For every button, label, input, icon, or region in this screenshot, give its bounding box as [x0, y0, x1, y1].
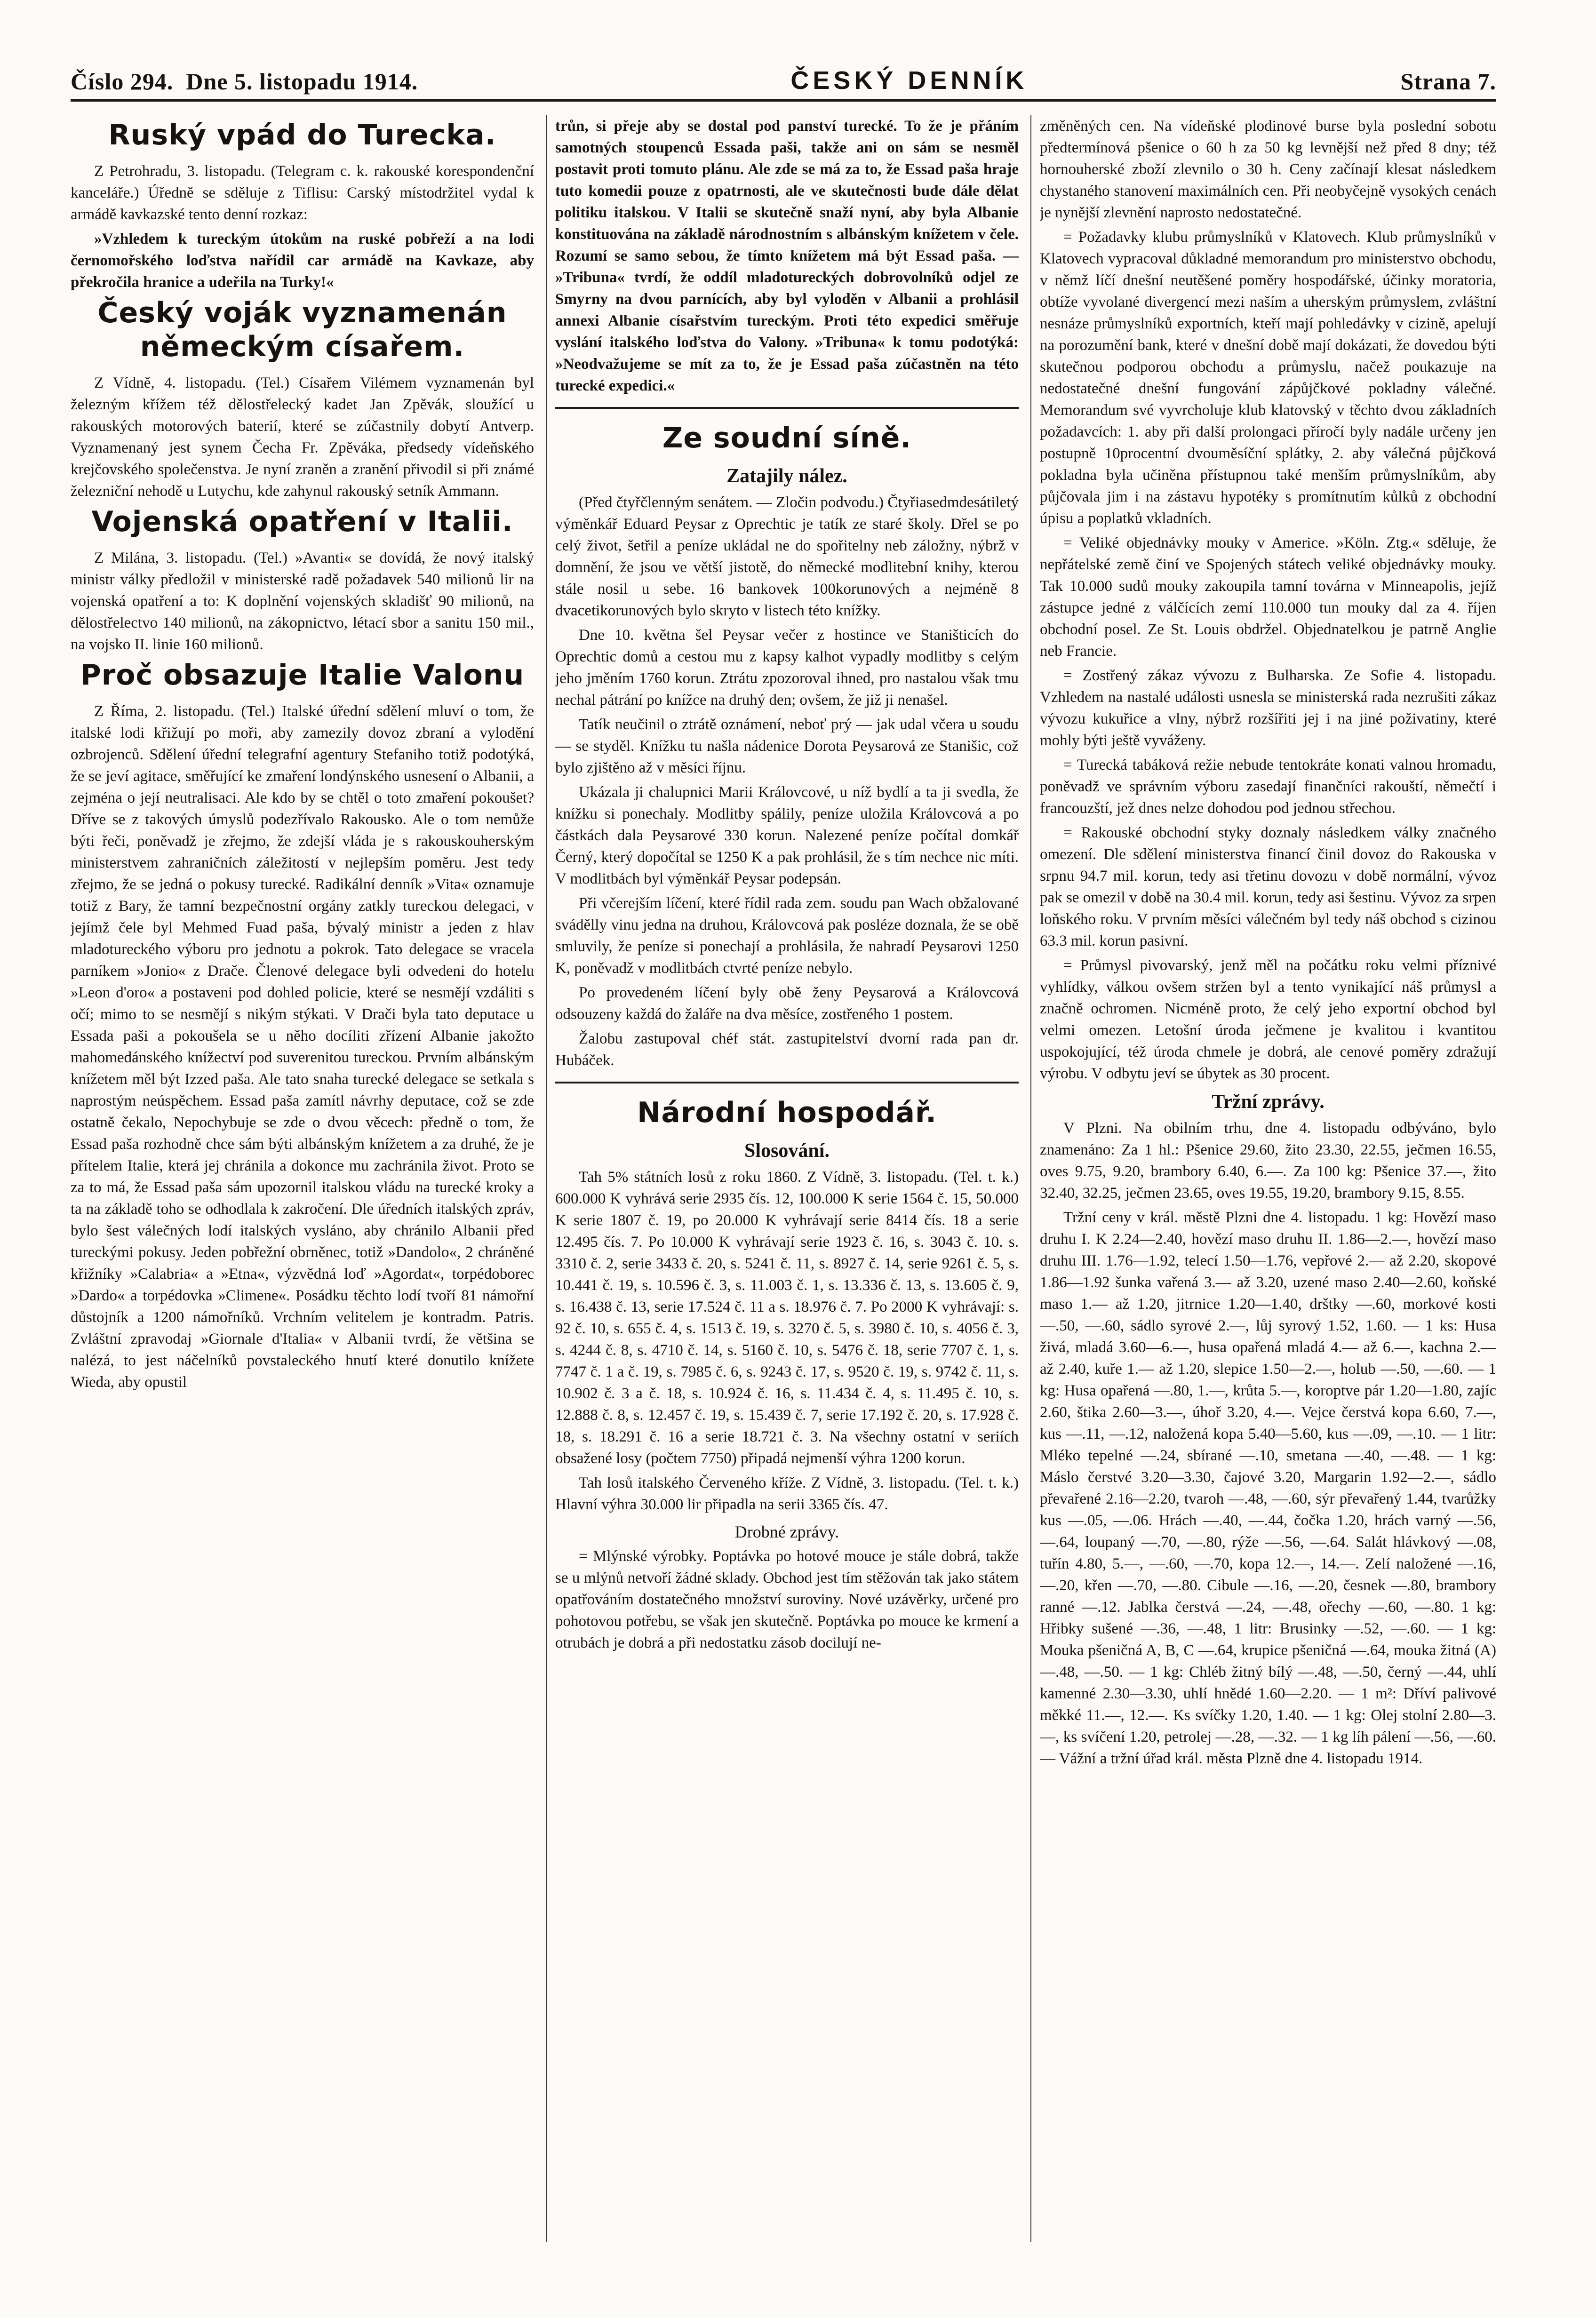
article-paragraph: Dne 10. května šel Peysar večer z hostince ve Staništicích do Oprechtic domů a cestou mu z kapsy kalhot vypadly modlitby s celým jeho jměním 1760 korun. Ztrátu zpozoroval ihned, pro nastalou však tmu nechal pátrání po knížce na druhý den; ovšem, že již ji nenašel.	[555, 627, 1019, 709]
column-rule-2	[1030, 115, 1031, 2242]
newspaper-page	[71, 66, 1496, 2282]
article-title: Slosování.	[744, 1140, 830, 1162]
article-paragraph: V Plzni. Na obilním trhu, dne 4. listopadu odbýváno, bylo znamenáno: Za 1 hl.: Pšenice 29.60, žito 23.30, 22.55, ječmen 16.55, oves 9.75, 9.20, brambory 6.40, 6.—. Za 100 kg: Pšenice 37.—, žito 32.40, 32.25, ječmen 23.65, oves 19.55, 19.20, brambory 9.15, 8.55.	[1040, 1120, 1496, 1202]
section-title-court: Ze soudní síně.	[662, 422, 912, 454]
article-title: Zatajily nález.	[726, 465, 847, 487]
article-title: Drobné zprávy.	[734, 1522, 839, 1541]
article-paragraph: Žalobu zastupoval chéf stát. zastupitelství dvorní rada pan dr. Hubáček.	[555, 1030, 1019, 1069]
article-paragraph: Z Milána, 3. listopadu. (Tel.) »Avanti« se dovídá, že nový italský ministr války předložil v ministerské radě požadavek 540 milionů lir na vojenská opatření a to: K doplnění vojenských skladišť 90 milionů, na dělostřelectvo 140 milionů, na zákopnictvo, létací sbor a sanitu 150 mil., na vojsko II. linie 160 milionů.	[71, 550, 534, 653]
article-paragraph: = Mlýnské výrobky. Poptávka po hotové mouce je stále dobrá, takže se u mlýnů netvoří žádné sklady. Obchod jest tím stěžován tak jako státem opatřováním dostatečného množství suroviny. Nové uzávěrky, určené pro pohotovou potřebu, se však jen skutečně. Poptávka po mouce ke krmení a otrubách je dobrá a při nedostatku zásob docilují ne-	[555, 1548, 1019, 1651]
article-paragraph: Tah losů italského Červeného kříže. Z Vídně, 3. listopadu. (Tel. t. k.) Hlavní výhra 30.000 lir připadla na serii 3365 čís. 47.	[555, 1474, 1019, 1513]
section-title-economy: Národní hospodář.	[637, 1096, 937, 1129]
article-paragraph: (Před čtyřčlenným senátem. — Zločin podvodu.) Čtyřiasedmdesátiletý výměnkář Eduard Peysar z Oprechtic je tatík ze staré školy. Dřel se po celý život, šetřil a peníze ukládal ne do spořitelny neb záložny, nýbrž v domnění, že jsou ve větší jistotě, do německé modlitební knihy, kterou stále nosil u sebe. 16 bankovek 100korunových a nejméně 8 dvacetikorunových bylo skryto v listech této knížky.	[555, 494, 1019, 619]
headline-valona: Proč obsazuje Italie Valonu	[80, 659, 525, 692]
headline-military-italy: Vojenská opatření v Italii.	[91, 505, 513, 538]
section-title-market: Tržní zprávy.	[1212, 1091, 1325, 1113]
issue-date: Dne 5. listopadu 1914.	[186, 68, 418, 95]
headline-russian-invasion: Ruský vpád do Turecka.	[108, 119, 496, 151]
article-paragraph: Ukázala ji chalupnici Marii Královcové, u níž bydlí a ta ji svedla, že knížku si ponechaly. Modlitby spálily, peníze uložila Královcová a po částkách dala Peysarové 330 korun. Nalezené peníze počítal domkář Černý, který dopočítal se 1250 K a pak prohlásil, že s tím nechce nic míti. V modlitbách byl výměnkář Peysar podepsán.	[555, 784, 1019, 887]
column-3	[1040, 115, 1496, 2242]
article-paragraph: = Zostřený zákaz vývozu z Bulharska. Ze Sofie 4. listopadu. Vzhledem na nastalé události usnesla se ministerská rada nezrušiti zákaz vývozu kukuřice a vlny, nýbrž rozšířiti jej i na jiné poživatiny, které mohly býti ještě vyváženy.	[1040, 667, 1496, 749]
page-number: Strana 7.	[1400, 68, 1496, 95]
article-paragraph: = Rakouské obchodní styky doznaly následkem války značného omezení. Dle sdělení ministerstva financí činil dovoz do Rakouska v srpnu 94.7 mil. korun, tedy asi třetinu dovozu v době normální, vývoz pak se omezil v době na 30.4 mil. korun, tedy asi šestinu. Vývoz za srpen loňského roku. V prvním měsíci válečném byl tedy náš obchod s cizinou 63.3 mil. korun pasivní.	[1040, 824, 1496, 949]
masthead	[71, 66, 1496, 102]
column-rule-1	[546, 115, 547, 2242]
column-2	[555, 115, 1019, 2242]
article-paragraph: = Turecká tabáková režie nebude tentokráte konati valnou hromadu, poněvadž ve správním výboru zasedají finančníci rakouští, němečtí i francouzští, jež dnes nelze dohodou pod jednou střechou.	[1040, 757, 1496, 817]
article-paragraph: Tah 5% státních losů z roku 1860. Z Vídně, 3. listopadu. (Tel. t. k.) 600.000 K vyhrává serie 2935 čís. 12, 100.000 K serie 1564 č. 15, 50.000 K serie 1807 č. 19, po 20.000 K vyhrávají serie 8414 čís. 18 a serie 12.495 čís. 7. Po 10.000 K vyhrávají serie 1923 č. 16, s. 3043 č. 10. s. 3310 č. 2, serie 3433 č. 20, s. 5241 č. 11, s. 8927 č. 14, serie 9261 č. 5, s. 10.441 č. 19, s. 10.596 č. 3, s. 11.003 č. 1, s. 13.336 č. 13, s. 13.605 č. 9, s. 16.438 č. 13, serie 17.524 č. 11 a s. 18.976 č. 7. Po 2000 K vyhrávají: s. 92 č. 10, s. 655 č. 4, s. 1513 č. 19, s. 3270 č. 5, s. 3980 č. 10, s. 4056 č. 3, s. 4244 č. 8, s. 4710 č. 14, s. 5160 č. 10, s. 5476 č. 18, serie 7707 č. 1, s. 7747 č. 1 a č. 19, s. 7985 č. 6, s. 9243 č. 17, s. 9520 č. 19, s. 9742 č. 11, s. 10.902 č. 3 a č. 18, s. 10.924 č. 16, s. 11.434 č. 4, s. 11.495 č. 10, s. 12.888 č. 8, s. 12.457 č. 19, s. 15.439 č. 7, serie 17.192 č. 20, s. 17.928 č. 18, s. 18.291 č. 16 a serie 18.721 č. 3. Na všechny ostatní v seriích obsažené losy (počtem 7750) připadá nejmenší výhra 1200 korun.	[555, 1169, 1019, 1467]
article-paragraph: Z Říma, 2. listopadu. (Tel.) Italské úřední sdělení mluví o tom, že italské lodi křižují po moři, aby zamezily dovoz zbraní a vylodění ozbrojenců. Sdělení úřední telegrafní agentury Stefaniho totiž podotýká, že se jeví agitace, směřující ke zmaření londýnského usnesení o Albanii, a zejména o její neutralisaci. Ale kdo by se chtěl o toto zmaření pokoušet? Dříve se z takových úmyslů podezřívalo Rakousko. Ale o tom nemůže býti řeči, poněvadž je zřejmo, že zdejší vláda je s rakouskouherským ministerstvem zahraničních záležitostí v nejlepším poměru. Jest tedy zřejmo, že se jedná o pokusy turecké. Radikální denník »Vita« oznamuje totiž z Bary, že tamní bezpečnostní orgány zatkly tureckou delegaci, v jejímž čele byl Mehmed Fuad paša, bývalý ministr a jeden z hlav mladotureckého výboru pro jednotu a pokrok. Tato delegace se vracela parníkem »Jonio« z Drače. Členové delegace byli odvedeni do hotelu »Leon d'oro« a postaveni pod dohled policie, které se nesmějí vzdáliti s očí; mimo to se nesmějí s nikým stýkati. V Drači byla tato deputace u Essada paši a pokoušela se u něho docíliti zřízení Albanie jakožto mahomedánského knížectví pod suverenitou tureckou. Prvním albánským knížetem měl být Izzed paša. Ale tato snaha turecké delegace se setkala s naprostým neúspěchem. Essad paša zamítl návrhy deputace, což se zde ostatně čekalo, Nepochybuje se zde o dvou věcech: předně o tom, že Essad paša rozhodně chce sám býti albánským knížetem a za druhé, že je přítelem Italie, která jej chránila a dokonce mu zachránila život. Proto se za to má, že Essad paša sám upozornil italskou vládu na turecké kroky a ta na základě toho se odhodlala k zakročení. Dle úředních italských zpráv, bylo šest válečných lodí italských vysláno, aby chránilo Albanii před tureckými pokusy. Jeden pobřežní obrněnec, totiž »Dandolo«, 2 chráněné křižníky »Calabria« a »Etna«, výzvědná loď »Agordat«, torpédoborec »Dardo« a torpédovka »Climene«. Posádku těchto lodí tvoří 81 námořní důstojník a 1200 námořníků. Vrchním velitelem je kontradm. Patris. Zvláštní zpravodaj »Giornale d'Italia« v Albanii tvrdí, že většina se nalézá, to jest náčelníků povstaleckého hnutí které donutilo knížete Wieda, aby opustil	[71, 703, 534, 1391]
article-paragraph: Z Vídně, 4. listopadu. (Tel.) Císařem Vilémem vyznamenán byl železným křížem též dělostřelecký kadet Jan Zpěvák, sloužící u rakouských motorových baterií, které se zúčastnily dobytí Antverp. Vyznamenaný jest synem Čecha Fr. Zpěváka, předsedy vídeňského krejčovského společenstva. Je nyní zraněn a zranění přivodil si při známé železniční nehodě u Lutychu, kde zahynul rakouský setník Ammann.	[71, 374, 534, 500]
article-paragraph: Z Petrohradu, 3. listopadu. (Telegram c. k. rakouské korespondenční kanceláře.) Úředně se sděluje z Tiflisu: Carský místodržitel vydal k armádě kavkazské tento denní rozkaz:	[71, 163, 534, 223]
article-continuation: trůn, si přeje aby se dostal pod panství turecké. To že je přáním samotných stoupenců Essada paši, takže ani on sám se nesměl postavit proti tomuto plánu. Ale zde se má za to, že Essad paša hraje tuto komedii pouze z opatrnosti, ale ve skutečnosti bude dále dělat politiku italskou. V Italii se skutečně snaží nyní, aby byla Albanie konstituována na základě národnostním s albánským knížetem v čele. Rozumí se samo sebou, že tímto knížetem má být Essad paša. — »Tribuna« tvrdí, že oddíl mladotureckých dobrovolníků odjel ze Smyrny na dvou parnících, aby byl vyloděn v Albanii a prohlásil annexi Albanie císařstvím tureckým. Proti této expedici směřuje vyslání italského loďstva do Valony. »Tribuna« k tomu podotýká: »Neodvažujeme se mít za to, že je Essad paša zúčastněn na této turecké expedici.«	[555, 118, 1019, 394]
column-1	[71, 115, 534, 2242]
issue-number: Číslo 294.	[71, 68, 174, 95]
article-paragraph: = Průmysl pivovarský, jenž měl na počátku roku velmi příznivé vyhlídky, válkou ovšem stržen byl a tento vynikající náš průmysl a značně ochromen. Nicméně proto, že celý jeho exportní obchod byl velmi omezen. Letošní úroda ječmene je kvalitou i kvantitou uspokojující, též úroda chmele je dobrá, ale cenové poměry zdražují výrobu. V odbytu jeví se úbytek as 30 procent.	[1040, 957, 1496, 1082]
section-divider	[555, 1082, 1019, 1083]
article-paragraph: = Veliké objednávky mouky v Americe. »Köln. Ztg.« sděluje, že nepřátelské země činí ve Spojených státech veliké objednávky mouky. Tak 10.000 sudů mouky zakoupila tamní továrna v Minneapolis, jejíž zástupce jedné z válčících zemí 110.000 tun mouky dal za 4. říjen obchodní posel. Ze St. Louis obdržel. Objednatelkou je patrně Anglie neb Francie.	[1040, 534, 1496, 660]
issue-and-date	[71, 68, 418, 95]
headline-czech-soldier: Český voják vyznamenán německým císařem.	[97, 296, 507, 363]
article-paragraph: = Požadavky klubu průmyslníků v Klatovech. Klub průmyslníků v Klatovech vypracoval důkladné memorandum pro ministerstvo obchodu, v němž líčí dnešní neutěšené poměry hospodářské, účinky moratoria, obtíže vyvolané divergencí mezi naším a uherským průmyslem, zvláštní nesnáze průmyslníků exportních, kteří mají pohledávky v cizině, apelují na porozumění bank, které v dnešní době mají dokázati, že dovedou býti skutečnou podporou obchodu a průmyslu, načež poukazuje na nedostatečné dnešní fungování zápůjčkové pokladny válečné. Memorandum své vyvrcholuje klub klatovský v těchto dvou základních požadavcích: 1. aby při další prolongaci příročí byly nadále určeny jen postupně 10procentní dvouměsíční splátky, 2. aby válečná půjčková pokladna byla učiněna přístupnou také menším průmyslníkům, aby půjčovala jim i na zástavu hypotéky s promítnutím kůlků z obchodní úpisu a poplatků vkladních.	[1040, 229, 1496, 527]
article-paragraph: Tržní ceny v král. městě Plzni dne 4. listopadu. 1 kg: Hovězí maso druhu I. K 2.24—2.40, hovězí maso druhu II. 1.86—2.—, hovězí maso druhu III. 1.76—1.92, telecí 1.50—1.76, vepřové 2.— až 2.20, skopové 1.86—1.92 šunka vařená 3.— až 3.20, uzené maso 2.40—2.60, koňské maso 1.— až 1.20, jitrnice 1.20—1.40, drštky —.60, morkové kosti —.50, —.60, sádlo syrové 2.—, lůj syrový 1.52, 1.60. — 1 ks: Husa živá, mladá 3.60—6.—, husa opařená mladá 4.— až 6.—, kachna 2.— až 2.40, kuře 1.— až 1.20, slepice 1.50—2.—, holub —.50, —.60. — 1 kg: Husa opařená —.80, 1.—, krůta 5.—, koroptve pár 1.20—1.80, zajíc 2.60, štika 2.60—3.—, úhoř 3.20, 4.—. Vejce čerstvá kopa 6.60, 7.—, kus —.11, —.12, naložená kopa 5.40—5.60, kus —.09, —.10. — 1 litr: Mléko tepelné —.24, sbírané —.10, smetana —.40, —.48. — 1 kg: Máslo čerstvé 3.20—3.30, čajové 3.20, Margarin 1.92—2.—, sádlo převařené 2.16—2.20, tvaroh —.48, —.60, sýr převařený 1.44, tvarůžky kus —.05, —.06. Hrách —.40, —.44, čočka 1.20, hrách varný —.56, —.64, loupaný —.70, —.80, rýže —.56, —.64. Salát hlávkový —.08, tuřín 4.80, 5.—, —.60, —.70, kopa 12.—, 14.—. Zelí naložené —.16, —.20, křen —.70, —.80. Cibule —.16, —.20, česnek —.80, brambory ranné —.12. Jablka čerstvá —.24, —.48, ořechy —.60, —.80. 1 kg: Hřibky sušené —.36, —.48, 1 litr: Brusinky —.52, —.60. — 1 kg: Mouka pšeničná A, B, C —.64, krupice pšeničná —.64, mouka žitná (A) —.48, —.50. — 1 kg: Chléb žitný bílý —.48, —.50, černý —.44, uhlí kamenné 2.30—3.30, uhlí hnědé 1.60—2.20. — 1 m²: Dříví palivové měkké 11.—, 12.—. Ks svíčky 1.20, 1.40. — 1 kg: Olej stolní 2.80—3.—, ks svíčení 1.20, petrolej —.28, —.32. — 1 kg líh pálení —.56, —.60. — Vážní a tržní úřad král. města Plzně dne 4. listopadu 1914.	[1040, 1209, 1496, 1767]
article-paragraph: Při včerejším líčení, které řídil rada zem. soudu pan Wach obžalované svádělly vinu jedna na druhou, Královcová pak posléze doznala, že se obě smluvily, že peníze si ponechají a prohlásila, že nahradí Peysarovi 1250 K, poněvadž v modlitbách ctvrté peníze nebylo.	[555, 895, 1019, 977]
newspaper-title: ČESKÝ DENNÍK	[790, 66, 1028, 95]
article-continuation: změněných cen. Na vídeňské plodinové burse byla poslední sobotu předtermínová pšenice o 60 h za 50 kg levnější než před 8 dny; též hornouherské zboží zlevnilo o 30 h. Ceny začínají klesat následkem chystaného stanovení maximálních cen. Při neobyčejně vysokých cenách je nynější zlevnění naprosto nedostatečné.	[1040, 118, 1496, 221]
section-divider	[555, 407, 1019, 409]
article-paragraph: Tatík neučinil o ztrátě oznámení, neboť prý — jak udal včera u soudu — se styděl. Knížku tu našla nádenice Dorota Peysarová ze Stanišic, což bylo zjištěno až v měsíci říjnu.	[555, 716, 1019, 776]
article-paragraph: Po provedeném líčení byly obě ženy Peysarová a Královcová odsouzeny každá do žaláře na dva měsíce, zostřeného 1 postem.	[555, 984, 1019, 1023]
article-paragraph: »Vzhledem k tureckým útokům na ruské pobřeží a na lodi černomořského loďstva nařídil car armádě na Kavkaze, aby překročila hranice a udeřila na Turky!«	[71, 231, 534, 291]
